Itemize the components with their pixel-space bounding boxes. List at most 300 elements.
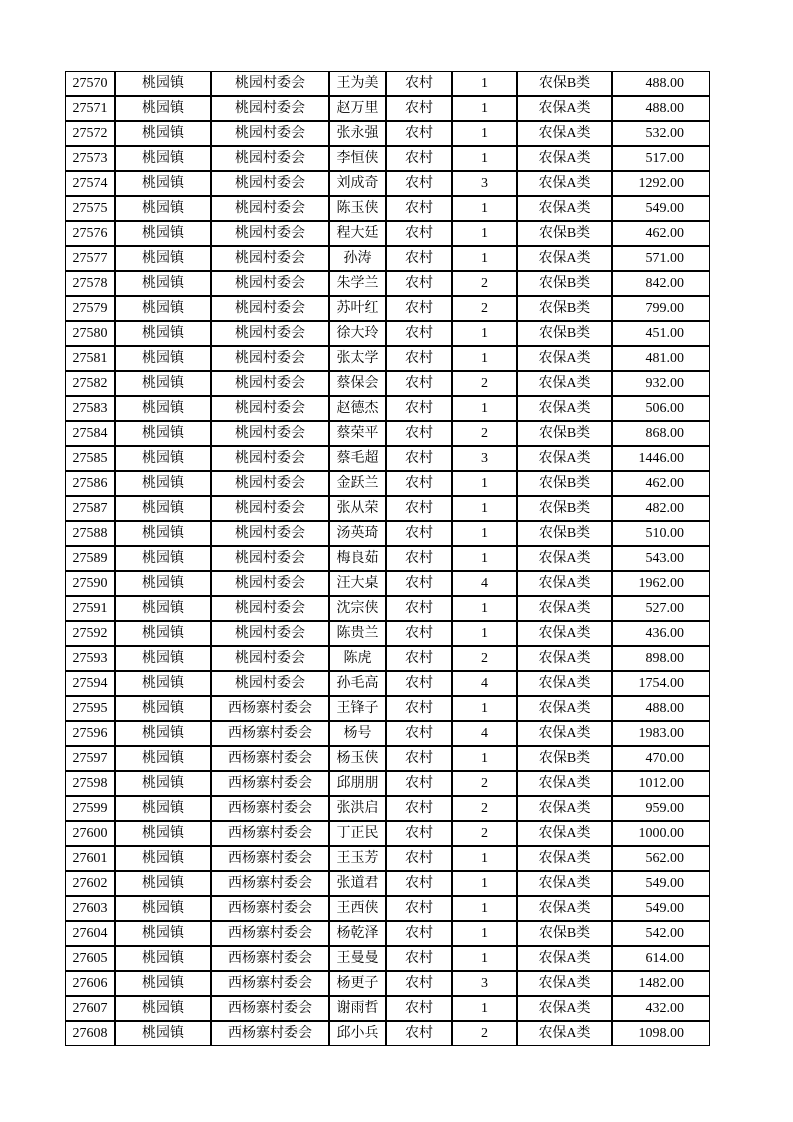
person-count-cell: 1 <box>452 121 517 146</box>
town-cell: 桃园镇 <box>115 646 211 671</box>
table-row <box>65 246 710 271</box>
record-id-cell: 27582 <box>65 371 115 396</box>
village-committee-cell: 西杨寨村委会 <box>211 846 329 871</box>
table-row <box>65 646 710 671</box>
person-name-cell: 蔡荣平 <box>329 421 386 446</box>
residence-type-cell: 农村 <box>386 1021 452 1046</box>
amount-cell: 932.00 <box>612 371 710 396</box>
person-name-cell: 沈宗侠 <box>329 596 386 621</box>
person-count-cell: 3 <box>452 171 517 196</box>
village-committee-cell: 桃园村委会 <box>211 371 329 396</box>
person-name-cell: 杨玉侠 <box>329 746 386 771</box>
village-committee-cell: 西杨寨村委会 <box>211 696 329 721</box>
town-cell: 桃园镇 <box>115 246 211 271</box>
town-cell: 桃园镇 <box>115 96 211 121</box>
person-name-cell: 张太学 <box>329 346 386 371</box>
person-name-cell: 徐大玲 <box>329 321 386 346</box>
record-id-cell: 27572 <box>65 121 115 146</box>
village-committee-cell: 桃园村委会 <box>211 421 329 446</box>
table-row <box>65 721 710 746</box>
person-name-cell: 孙毛高 <box>329 671 386 696</box>
person-count-cell: 2 <box>452 646 517 671</box>
person-count-cell: 2 <box>452 796 517 821</box>
person-count-cell: 1 <box>452 896 517 921</box>
insurance-category-cell: 农保A类 <box>517 846 612 871</box>
residence-type-cell: 农村 <box>386 871 452 896</box>
amount-cell: 959.00 <box>612 796 710 821</box>
town-cell: 桃园镇 <box>115 171 211 196</box>
insurance-category-cell: 农保A类 <box>517 121 612 146</box>
residence-type-cell: 农村 <box>386 371 452 396</box>
record-id-cell: 27584 <box>65 421 115 446</box>
record-id-cell: 27590 <box>65 571 115 596</box>
person-count-cell: 1 <box>452 471 517 496</box>
residence-type-cell: 农村 <box>386 121 452 146</box>
insurance-category-cell: 农保A类 <box>517 771 612 796</box>
record-id-cell: 27608 <box>65 1021 115 1046</box>
town-cell: 桃园镇 <box>115 746 211 771</box>
table-row <box>65 121 710 146</box>
person-name-cell: 杨更子 <box>329 971 386 996</box>
table-row <box>65 346 710 371</box>
person-count-cell: 1 <box>452 71 517 96</box>
amount-cell: 1446.00 <box>612 446 710 471</box>
amount-cell: 542.00 <box>612 921 710 946</box>
person-count-cell: 2 <box>452 271 517 296</box>
person-name-cell: 汤英琦 <box>329 521 386 546</box>
person-count-cell: 1 <box>452 746 517 771</box>
record-id-cell: 27593 <box>65 646 115 671</box>
town-cell: 桃园镇 <box>115 721 211 746</box>
village-committee-cell: 西杨寨村委会 <box>211 821 329 846</box>
record-id-cell: 27570 <box>65 71 115 96</box>
village-committee-cell: 西杨寨村委会 <box>211 1021 329 1046</box>
amount-cell: 462.00 <box>612 221 710 246</box>
insurance-category-cell: 农保B类 <box>517 921 612 946</box>
residence-type-cell: 农村 <box>386 596 452 621</box>
residence-type-cell: 农村 <box>386 346 452 371</box>
table-row <box>65 171 710 196</box>
village-committee-cell: 桃园村委会 <box>211 396 329 421</box>
person-name-cell: 梅良茹 <box>329 546 386 571</box>
table-row <box>65 821 710 846</box>
record-id-cell: 27578 <box>65 271 115 296</box>
table-row <box>65 371 710 396</box>
village-committee-cell: 西杨寨村委会 <box>211 871 329 896</box>
table-row <box>65 546 710 571</box>
residence-type-cell: 农村 <box>386 521 452 546</box>
person-count-cell: 4 <box>452 571 517 596</box>
residence-type-cell: 农村 <box>386 496 452 521</box>
table-row <box>65 421 710 446</box>
village-committee-cell: 桃园村委会 <box>211 321 329 346</box>
person-count-cell: 1 <box>452 96 517 121</box>
residence-type-cell: 农村 <box>386 271 452 296</box>
town-cell: 桃园镇 <box>115 546 211 571</box>
insurance-category-cell: 农保A类 <box>517 896 612 921</box>
town-cell: 桃园镇 <box>115 471 211 496</box>
amount-cell: 462.00 <box>612 471 710 496</box>
table-row <box>65 771 710 796</box>
village-committee-cell: 西杨寨村委会 <box>211 996 329 1021</box>
insurance-category-cell: 农保B类 <box>517 471 612 496</box>
residence-type-cell: 农村 <box>386 971 452 996</box>
record-id-cell: 27583 <box>65 396 115 421</box>
insurance-category-cell: 农保A类 <box>517 696 612 721</box>
table-row <box>65 146 710 171</box>
person-count-cell: 2 <box>452 771 517 796</box>
person-count-cell: 1 <box>452 496 517 521</box>
person-count-cell: 1 <box>452 696 517 721</box>
village-committee-cell: 桃园村委会 <box>211 96 329 121</box>
village-committee-cell: 桃园村委会 <box>211 246 329 271</box>
insurance-category-cell: 农保A类 <box>517 721 612 746</box>
person-name-cell: 金跃兰 <box>329 471 386 496</box>
record-id-cell: 27602 <box>65 871 115 896</box>
village-committee-cell: 桃园村委会 <box>211 71 329 96</box>
person-count-cell: 1 <box>452 146 517 171</box>
village-committee-cell: 桃园村委会 <box>211 121 329 146</box>
amount-cell: 470.00 <box>612 746 710 771</box>
town-cell: 桃园镇 <box>115 271 211 296</box>
village-committee-cell: 桃园村委会 <box>211 171 329 196</box>
table-row <box>65 746 710 771</box>
residence-type-cell: 农村 <box>386 421 452 446</box>
residence-type-cell: 农村 <box>386 446 452 471</box>
person-name-cell: 蔡毛超 <box>329 446 386 471</box>
village-committee-cell: 桃园村委会 <box>211 471 329 496</box>
residence-type-cell: 农村 <box>386 71 452 96</box>
amount-cell: 481.00 <box>612 346 710 371</box>
town-cell: 桃园镇 <box>115 146 211 171</box>
insurance-category-cell: 农保A类 <box>517 946 612 971</box>
residence-type-cell: 农村 <box>386 471 452 496</box>
insurance-category-cell: 农保B类 <box>517 496 612 521</box>
person-name-cell: 汪大桌 <box>329 571 386 596</box>
table-row <box>65 71 710 96</box>
amount-cell: 868.00 <box>612 421 710 446</box>
residence-type-cell: 农村 <box>386 671 452 696</box>
person-count-cell: 1 <box>452 596 517 621</box>
village-committee-cell: 桃园村委会 <box>211 196 329 221</box>
village-committee-cell: 西杨寨村委会 <box>211 971 329 996</box>
residence-type-cell: 农村 <box>386 621 452 646</box>
village-committee-cell: 桃园村委会 <box>211 146 329 171</box>
village-committee-cell: 西杨寨村委会 <box>211 721 329 746</box>
town-cell: 桃园镇 <box>115 496 211 521</box>
insurance-category-cell: 农保A类 <box>517 871 612 896</box>
amount-cell: 842.00 <box>612 271 710 296</box>
insurance-category-cell: 农保B类 <box>517 321 612 346</box>
amount-cell: 1482.00 <box>612 971 710 996</box>
person-name-cell: 王曼曼 <box>329 946 386 971</box>
amount-cell: 532.00 <box>612 121 710 146</box>
table-row <box>65 846 710 871</box>
amount-cell: 1012.00 <box>612 771 710 796</box>
person-count-cell: 1 <box>452 546 517 571</box>
person-count-cell: 2 <box>452 371 517 396</box>
table-row <box>65 221 710 246</box>
table-row <box>65 296 710 321</box>
table-body <box>65 71 710 1046</box>
table-row <box>65 621 710 646</box>
person-count-cell: 1 <box>452 396 517 421</box>
person-count-cell: 1 <box>452 321 517 346</box>
person-count-cell: 1 <box>452 946 517 971</box>
table-row <box>65 471 710 496</box>
village-committee-cell: 西杨寨村委会 <box>211 771 329 796</box>
record-id-cell: 27596 <box>65 721 115 746</box>
amount-cell: 543.00 <box>612 546 710 571</box>
record-id-cell: 27604 <box>65 921 115 946</box>
insurance-category-cell: 农保B类 <box>517 71 612 96</box>
record-id-cell: 27576 <box>65 221 115 246</box>
table-row <box>65 946 710 971</box>
residence-type-cell: 农村 <box>386 246 452 271</box>
amount-cell: 482.00 <box>612 496 710 521</box>
insurance-category-cell: 农保A类 <box>517 596 612 621</box>
village-committee-cell: 西杨寨村委会 <box>211 946 329 971</box>
residence-type-cell: 农村 <box>386 646 452 671</box>
town-cell: 桃园镇 <box>115 571 211 596</box>
insurance-category-cell: 农保A类 <box>517 996 612 1021</box>
residence-type-cell: 农村 <box>386 96 452 121</box>
residence-type-cell: 农村 <box>386 146 452 171</box>
insurance-category-cell: 农保B类 <box>517 746 612 771</box>
record-id-cell: 27597 <box>65 746 115 771</box>
town-cell: 桃园镇 <box>115 521 211 546</box>
amount-cell: 488.00 <box>612 696 710 721</box>
town-cell: 桃园镇 <box>115 971 211 996</box>
insurance-category-cell: 农保B类 <box>517 521 612 546</box>
town-cell: 桃园镇 <box>115 821 211 846</box>
person-count-cell: 1 <box>452 246 517 271</box>
person-name-cell: 陈玉侠 <box>329 196 386 221</box>
residence-type-cell: 农村 <box>386 996 452 1021</box>
record-id-cell: 27605 <box>65 946 115 971</box>
amount-cell: 1098.00 <box>612 1021 710 1046</box>
town-cell: 桃园镇 <box>115 921 211 946</box>
insurance-category-cell: 农保A类 <box>517 446 612 471</box>
person-name-cell: 王为美 <box>329 71 386 96</box>
person-name-cell: 张永强 <box>329 121 386 146</box>
village-committee-cell: 西杨寨村委会 <box>211 896 329 921</box>
person-name-cell: 王西侠 <box>329 896 386 921</box>
table-row <box>65 196 710 221</box>
record-id-cell: 27573 <box>65 146 115 171</box>
table-row <box>65 796 710 821</box>
insurance-category-cell: 农保A类 <box>517 821 612 846</box>
amount-cell: 1000.00 <box>612 821 710 846</box>
town-cell: 桃园镇 <box>115 771 211 796</box>
village-committee-cell: 桃园村委会 <box>211 271 329 296</box>
person-name-cell: 陈贵兰 <box>329 621 386 646</box>
table-row <box>65 871 710 896</box>
record-id-cell: 27595 <box>65 696 115 721</box>
record-id-cell: 27607 <box>65 996 115 1021</box>
residence-type-cell: 农村 <box>386 196 452 221</box>
insurance-category-cell: 农保A类 <box>517 371 612 396</box>
person-name-cell: 邱朋朋 <box>329 771 386 796</box>
village-committee-cell: 桃园村委会 <box>211 546 329 571</box>
insurance-category-cell: 农保B类 <box>517 221 612 246</box>
town-cell: 桃园镇 <box>115 996 211 1021</box>
person-count-cell: 1 <box>452 196 517 221</box>
town-cell: 桃园镇 <box>115 71 211 96</box>
village-committee-cell: 桃园村委会 <box>211 671 329 696</box>
table-row <box>65 571 710 596</box>
town-cell: 桃园镇 <box>115 296 211 321</box>
town-cell: 桃园镇 <box>115 671 211 696</box>
person-name-cell: 谢雨哲 <box>329 996 386 1021</box>
town-cell: 桃园镇 <box>115 321 211 346</box>
record-id-cell: 27588 <box>65 521 115 546</box>
village-committee-cell: 桃园村委会 <box>211 571 329 596</box>
amount-cell: 799.00 <box>612 296 710 321</box>
person-name-cell: 丁正民 <box>329 821 386 846</box>
person-name-cell: 张道君 <box>329 871 386 896</box>
amount-cell: 432.00 <box>612 996 710 1021</box>
residence-type-cell: 农村 <box>386 321 452 346</box>
table-row <box>65 496 710 521</box>
record-id-cell: 27598 <box>65 771 115 796</box>
residence-type-cell: 农村 <box>386 846 452 871</box>
record-id-cell: 27592 <box>65 621 115 646</box>
town-cell: 桃园镇 <box>115 121 211 146</box>
amount-cell: 510.00 <box>612 521 710 546</box>
record-id-cell: 27581 <box>65 346 115 371</box>
town-cell: 桃园镇 <box>115 396 211 421</box>
record-id-cell: 27586 <box>65 471 115 496</box>
village-committee-cell: 桃园村委会 <box>211 221 329 246</box>
amount-cell: 1754.00 <box>612 671 710 696</box>
person-count-cell: 2 <box>452 296 517 321</box>
person-name-cell: 张洪启 <box>329 796 386 821</box>
insurance-category-cell: 农保A类 <box>517 396 612 421</box>
table-row <box>65 321 710 346</box>
town-cell: 桃园镇 <box>115 446 211 471</box>
person-count-cell: 1 <box>452 221 517 246</box>
table-row <box>65 921 710 946</box>
record-id-cell: 27594 <box>65 671 115 696</box>
insurance-category-cell: 农保B类 <box>517 421 612 446</box>
village-committee-cell: 桃园村委会 <box>211 621 329 646</box>
insurance-category-cell: 农保A类 <box>517 196 612 221</box>
village-committee-cell: 桃园村委会 <box>211 346 329 371</box>
record-id-cell: 27575 <box>65 196 115 221</box>
record-id-cell: 27603 <box>65 896 115 921</box>
person-name-cell: 蔡保会 <box>329 371 386 396</box>
record-id-cell: 27589 <box>65 546 115 571</box>
insurance-category-cell: 农保A类 <box>517 146 612 171</box>
village-committee-cell: 桃园村委会 <box>211 646 329 671</box>
town-cell: 桃园镇 <box>115 371 211 396</box>
residence-type-cell: 农村 <box>386 721 452 746</box>
amount-cell: 488.00 <box>612 96 710 121</box>
insurance-category-cell: 农保A类 <box>517 796 612 821</box>
person-count-cell: 1 <box>452 921 517 946</box>
insurance-category-cell: 农保A类 <box>517 171 612 196</box>
residence-type-cell: 农村 <box>386 796 452 821</box>
person-name-cell: 李恒侠 <box>329 146 386 171</box>
insurance-category-cell: 农保A类 <box>517 571 612 596</box>
person-name-cell: 杨乾泽 <box>329 921 386 946</box>
person-count-cell: 1 <box>452 996 517 1021</box>
person-name-cell: 刘成奇 <box>329 171 386 196</box>
amount-cell: 1983.00 <box>612 721 710 746</box>
record-id-cell: 27585 <box>65 446 115 471</box>
amount-cell: 1292.00 <box>612 171 710 196</box>
residence-type-cell: 农村 <box>386 571 452 596</box>
amount-cell: 488.00 <box>612 71 710 96</box>
person-name-cell: 张从荣 <box>329 496 386 521</box>
insurance-category-cell: 农保B类 <box>517 296 612 321</box>
person-count-cell: 4 <box>452 721 517 746</box>
residence-type-cell: 农村 <box>386 921 452 946</box>
person-count-cell: 1 <box>452 521 517 546</box>
amount-cell: 549.00 <box>612 896 710 921</box>
amount-cell: 614.00 <box>612 946 710 971</box>
town-cell: 桃园镇 <box>115 196 211 221</box>
town-cell: 桃园镇 <box>115 221 211 246</box>
person-count-cell: 2 <box>452 821 517 846</box>
town-cell: 桃园镇 <box>115 796 211 821</box>
table-row <box>65 271 710 296</box>
residence-type-cell: 农村 <box>386 171 452 196</box>
record-id-cell: 27579 <box>65 296 115 321</box>
insurance-category-cell: 农保A类 <box>517 671 612 696</box>
insurance-category-cell: 农保A类 <box>517 646 612 671</box>
amount-cell: 571.00 <box>612 246 710 271</box>
residence-type-cell: 农村 <box>386 696 452 721</box>
person-name-cell: 赵德杰 <box>329 396 386 421</box>
table-row <box>65 596 710 621</box>
table-row <box>65 671 710 696</box>
residence-type-cell: 农村 <box>386 296 452 321</box>
town-cell: 桃园镇 <box>115 871 211 896</box>
person-name-cell: 邱小兵 <box>329 1021 386 1046</box>
village-committee-cell: 西杨寨村委会 <box>211 796 329 821</box>
village-committee-cell: 桃园村委会 <box>211 596 329 621</box>
table-row <box>65 971 710 996</box>
person-name-cell: 王玉芳 <box>329 846 386 871</box>
insurance-category-cell: 农保A类 <box>517 621 612 646</box>
village-committee-cell: 西杨寨村委会 <box>211 921 329 946</box>
person-name-cell: 苏叶红 <box>329 296 386 321</box>
town-cell: 桃园镇 <box>115 846 211 871</box>
amount-cell: 549.00 <box>612 871 710 896</box>
person-name-cell: 程大廷 <box>329 221 386 246</box>
amount-cell: 549.00 <box>612 196 710 221</box>
table-row <box>65 696 710 721</box>
insurance-category-cell: 农保A类 <box>517 96 612 121</box>
record-id-cell: 27591 <box>65 596 115 621</box>
table-row <box>65 396 710 421</box>
table-row <box>65 896 710 921</box>
person-name-cell: 陈虎 <box>329 646 386 671</box>
insurance-category-cell: 农保A类 <box>517 971 612 996</box>
person-name-cell: 王锋子 <box>329 696 386 721</box>
person-count-cell: 1 <box>452 846 517 871</box>
person-count-cell: 4 <box>452 671 517 696</box>
village-committee-cell: 桃园村委会 <box>211 496 329 521</box>
record-id-cell: 27606 <box>65 971 115 996</box>
record-id-cell: 27599 <box>65 796 115 821</box>
table-row <box>65 521 710 546</box>
insurance-category-cell: 农保A类 <box>517 1021 612 1046</box>
residence-type-cell: 农村 <box>386 396 452 421</box>
person-count-cell: 1 <box>452 871 517 896</box>
